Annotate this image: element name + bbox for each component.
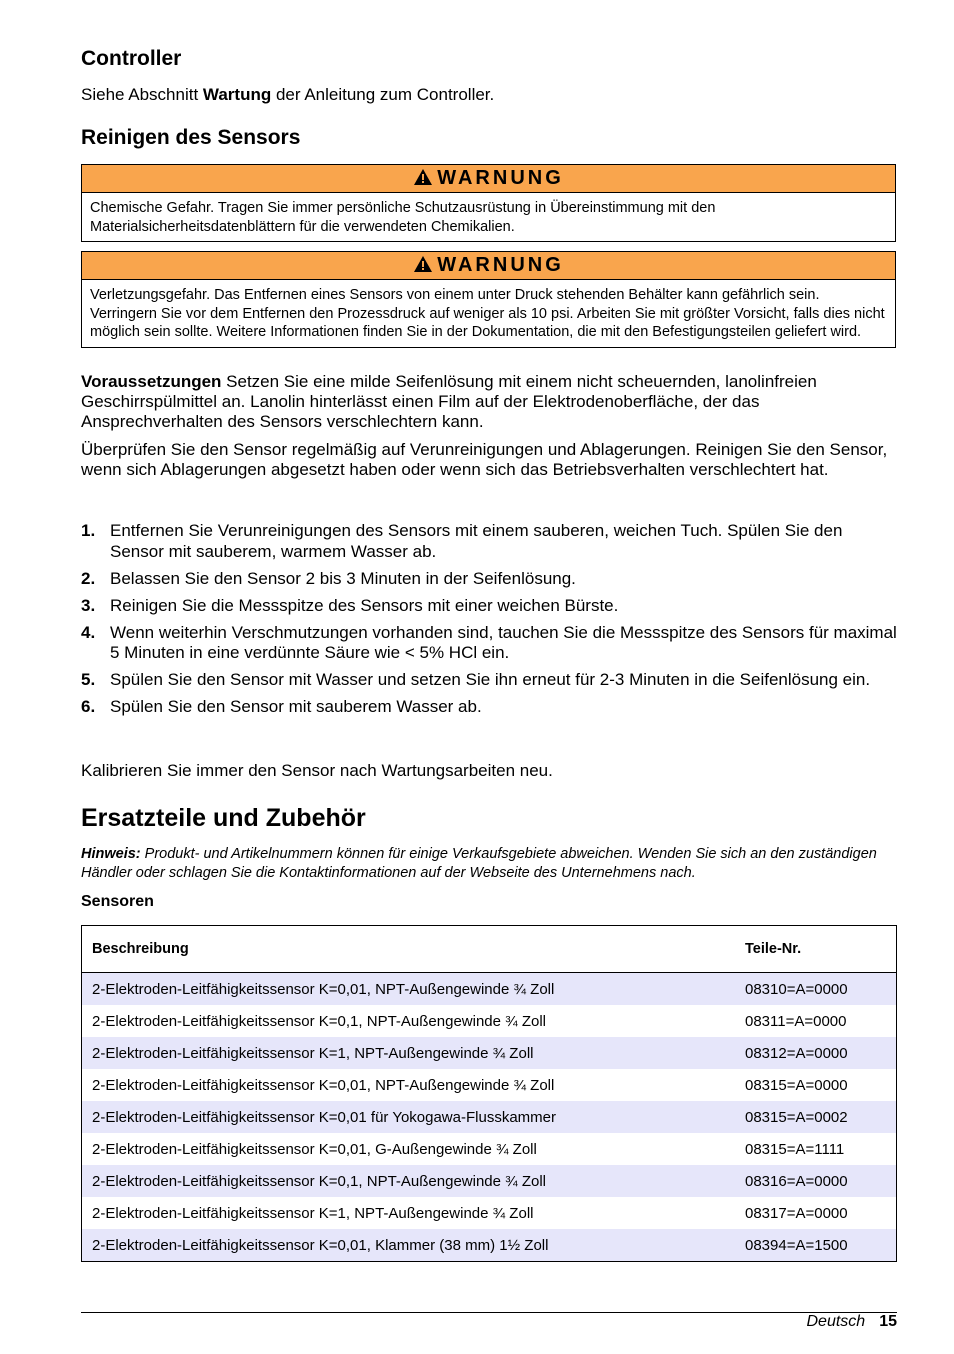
- page-footer: [807, 1313, 898, 1331]
- cell-part-number: 08310=A=0000: [735, 973, 897, 1006]
- sensor-parts-table: [81, 925, 897, 1262]
- warning-title: WARNUNG: [437, 167, 564, 189]
- intro-paragraph: Überprüfen Sie den Sensor regelmäßig auf Verunreinigungen und Ablagerungen. Reinigen Sie den Sensor, wenn sich Ablagerungen abgesetzt haben oder wenn sich das Betriebsverhalten verschlechtert hat.: [81, 440, 888, 479]
- footer-language: Deutsch: [806, 1313, 866, 1330]
- cell-description: 2-Elektroden-Leitfähigkeitssensor K=0,01, G-Außengewinde ¾ Zoll: [92, 1140, 537, 1158]
- cell-description: 2-Elektroden-Leitfähigkeitssensor K=0,1, NPT-Außengewinde ¾ Zoll: [92, 1012, 546, 1030]
- warning-header: [82, 165, 895, 193]
- table-row: [82, 1229, 897, 1262]
- table-row: [82, 1133, 897, 1165]
- warning-triangle-icon: [413, 168, 433, 186]
- footer-divider: [81, 1312, 897, 1313]
- cell-part-number: 08312=A=0000: [735, 1037, 897, 1069]
- cell-description: 2-Elektroden-Leitfähigkeitssensor K=0,01, Klammer (38 mm) 1½ Zoll: [82, 1229, 736, 1262]
- warning-text: Chemische Gefahr. Tragen Sie immer persönliche Schutzausrüstung in Übereinstimmung mit den Materialsicherheitsdatenblättern für die verwendeten Chemikalien.: [90, 200, 716, 235]
- warning-box-pressure: [81, 251, 896, 348]
- list-item: 1. Entfernen Sie Verunreinigungen des Sensors mit einem sauberen, weichen Tuch. Spülen Sie den Sensor mit sauberem, warmem Wasser ab.: [81, 521, 843, 561]
- cell-part-number: 08316=A=0000: [735, 1165, 897, 1197]
- cell-description: 2-Elektroden-Leitfähigkeitssensor K=0,1, NPT-Außengewinde ¾ Zoll: [82, 1165, 736, 1197]
- cleaning-heading: Reinigen des Sensors: [81, 126, 301, 149]
- cell-part-number: 08311=A=0000: [745, 1012, 847, 1030]
- list-item: 3. Reinigen Sie die Messspitze des Sensors mit einer weichen Bürste.: [81, 595, 619, 615]
- closing-paragraph: Kalibrieren Sie immer den Sensor nach Wartungsarbeiten neu.: [81, 761, 553, 780]
- table-row: [82, 973, 897, 1006]
- cell-part-number: 08315=A=0000: [745, 1076, 848, 1094]
- table-row: [82, 1037, 897, 1069]
- table-row: [82, 1165, 897, 1197]
- warning-title: WARNUNG: [437, 254, 564, 276]
- column-header-part-number: Teile-Nr.: [735, 926, 897, 973]
- wartung-reference: Wartung: [202, 85, 272, 104]
- list-item: 5. Spülen Sie den Sensor mit Wasser und setzen Sie ihn erneut für 2-3 Minuten in die Seifenlösung ein.: [81, 670, 871, 689]
- list-item: 2. Belassen Sie den Sensor 2 bis 3 Minuten in der Seifenlösung.: [81, 568, 576, 588]
- sensors-heading: Sensoren: [81, 893, 154, 910]
- cell-description: 2-Elektroden-Leitfähigkeitssensor K=0,01, NPT-Außengewinde ¾ Zoll: [82, 973, 736, 1006]
- controller-text: Siehe Abschnitt Wartung der Anleitung zum Controller.: [81, 85, 495, 104]
- list-item: 4. Wenn weiterhin Verschmutzungen vorhanden sind, tauchen Sie die Messspitze des Sensors für maximal 5 Minuten in eine verdünnte Säure wie < 5% HCl ein.: [81, 622, 897, 662]
- prerequisites-paragraph: Voraussetzungen Setzen Sie eine milde Seifenlösung mit einem nicht scheuernden, lanolinfreien Geschirrspülmittel an. Lanolin hinterlässt einen Film auf der Elektrodenoberfläche, der das Ansprechverhalten des Sensors verschlechtern kann.: [81, 372, 817, 431]
- cell-part-number: 08394=A=1500: [735, 1229, 897, 1262]
- table-row: [82, 1069, 897, 1101]
- table-row: [82, 1101, 897, 1133]
- warning-header: [82, 252, 895, 280]
- warning-triangle-icon: [413, 255, 433, 273]
- cell-description: 2-Elektroden-Leitfähigkeitssensor K=1, NPT-Außengewinde ¾ Zoll: [82, 1037, 736, 1069]
- cell-description: 2-Elektroden-Leitfähigkeitssensor K=0,01, NPT-Außengewinde ¾ Zoll: [92, 1076, 555, 1094]
- note-label: Hinweis:: [81, 846, 141, 862]
- cleaning-steps-list: [81, 521, 899, 724]
- warning-box-chemical: [81, 164, 896, 242]
- table-row: [82, 1005, 897, 1037]
- table-header-row: [82, 926, 897, 973]
- warning-text: Verletzungsgefahr. Das Entfernen eines Sensors von einem unter Druck stehenden Behälter kann gefährlich sein. Verringern Sie vor dem Entfernen den Prozessdruck auf weniger als 10 psi. Arbeiten Sie mit größter Vorsicht, falls dies nicht möglich sein sollte. Weitere Informationen finden Sie in der Dokumentation, die mit den Befestigungsteilen geliefert wird.: [90, 287, 885, 340]
- list-item: 6. Spülen Sie den Sensor mit sauberem Wasser ab.: [81, 697, 482, 716]
- controller-heading: Controller: [81, 47, 182, 70]
- cell-description: 2-Elektroden-Leitfähigkeitssensor K=0,01 für Yokogawa-Flusskammer: [82, 1101, 736, 1133]
- parts-heading: Ersatzteile und Zubehör: [81, 804, 366, 832]
- cell-part-number: 08315=A=0002: [735, 1101, 897, 1133]
- page-number: 15: [879, 1313, 897, 1330]
- cell-part-number: 08315=A=1111: [745, 1140, 845, 1158]
- column-header-description: Beschreibung: [82, 926, 736, 973]
- prerequisites-label: Voraussetzungen: [81, 372, 222, 391]
- table-row: [82, 1197, 897, 1229]
- cell-description: 2-Elektroden-Leitfähigkeitssensor K=1, NPT-Außengewinde ¾ Zoll: [92, 1204, 534, 1222]
- note-paragraph: Hinweis: Produkt- und Artikelnummern können für einige Verkaufsgebiete abweichen. Wenden Sie sich an den zuständigen Händler oder schlagen Sie die Kontaktinformationen auf der Webseite des Unternehmens nach.: [81, 846, 877, 881]
- cell-part-number: 08317=A=0000: [745, 1204, 848, 1222]
